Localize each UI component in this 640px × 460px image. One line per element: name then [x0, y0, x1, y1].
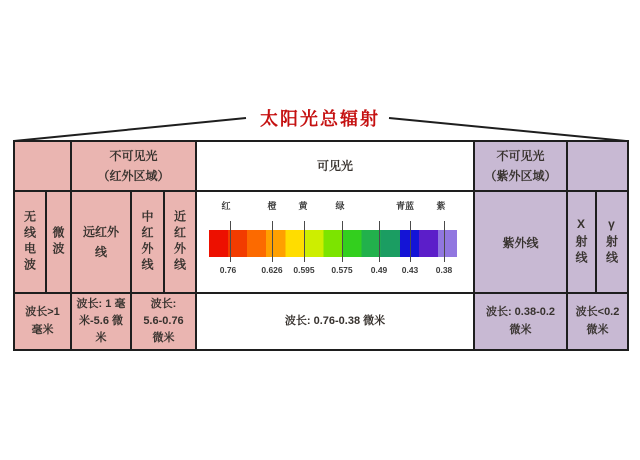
band-xray — [568, 192, 597, 294]
band-radio-waves-label: 无线电波 — [22, 210, 37, 274]
header-invisible-ultraviolet-line2: （紫外区域） — [484, 169, 557, 183]
visible-spectrum-bar — [209, 230, 457, 257]
diagram-title: 太阳光总辐射 — [260, 109, 380, 129]
band-microwave-label: 微波 — [51, 226, 65, 258]
spectrum-tick — [444, 221, 445, 262]
wavelength-radio-microwave: 波长>1 毫米 — [15, 294, 72, 351]
band-microwave — [47, 192, 72, 294]
spectrum-tick — [304, 221, 305, 262]
spectrum-tick — [342, 221, 343, 262]
spectrum-boundary-value: 0.76 — [219, 265, 237, 275]
spectrum-tick — [379, 221, 380, 262]
spectrum-tick — [410, 221, 411, 262]
band-far-infrared: 远红外线 — [72, 192, 132, 294]
header-invisible-infrared — [72, 142, 197, 192]
wavelength-ultraviolet: 波长: 0.38-0.2 微米 — [475, 294, 568, 351]
header-radio-blank — [15, 142, 72, 192]
header-invisible-ultraviolet — [475, 142, 568, 192]
spectrum-color-label: 黄 — [298, 201, 308, 211]
spectrum-color-label: 红 — [221, 201, 231, 211]
spectrum-tick — [230, 221, 231, 262]
spectrum-boundary-value: 0.595 — [293, 265, 315, 275]
spectrum-boundary-value: 0.43 — [401, 265, 419, 275]
header-invisible-infrared-line1: 不可见光 — [109, 148, 158, 163]
band-ultraviolet: 紫外线 — [475, 192, 568, 294]
header-rays-blank — [568, 142, 629, 192]
spectrum-boundary-value: 0.38 — [435, 265, 453, 275]
spectrum-color-label: 紫 — [436, 201, 446, 211]
spectrum-color-label: 青蓝 — [395, 201, 415, 211]
spectrum-boundary-value: 0.626 — [261, 265, 283, 275]
band-mid-infrared — [132, 192, 165, 294]
spectrum-color-label: 绿 — [335, 201, 345, 211]
band-radio-waves — [15, 192, 47, 294]
spectrum-boundary-value: 0.49 — [370, 265, 388, 275]
wavelength-mid-near-infrared: 波长: 5.6-0.76 微米 — [132, 294, 197, 351]
band-near-infrared-label: 近红外线 — [172, 210, 187, 274]
spectrum-table — [13, 140, 629, 351]
band-xray-label: X射线 — [574, 217, 588, 267]
header-visible-light: 可见光 — [197, 142, 475, 192]
header-invisible-ultraviolet-line1: 不可见光 — [496, 148, 545, 163]
band-gamma-ray-label: γ射线 — [604, 217, 619, 267]
wavelength-far-infrared: 波长: 1 毫米-5.6 微米 — [72, 294, 132, 351]
spectrum-boundary-value: 0.575 — [331, 265, 353, 275]
header-invisible-infrared-line2: （红外区域） — [97, 169, 170, 183]
spectrum-color-label: 橙 — [267, 201, 277, 211]
spectrum-tick — [272, 221, 273, 262]
wavelength-visible: 波长: 0.76-0.38 微米 — [197, 294, 475, 351]
visible-spectrum-panel — [197, 192, 475, 294]
band-mid-infrared-label: 中红外线 — [140, 210, 154, 274]
band-near-infrared — [165, 192, 197, 294]
wavelength-xray-gamma: 波长<0.2 微米 — [568, 294, 629, 351]
band-gamma-ray — [597, 192, 629, 294]
